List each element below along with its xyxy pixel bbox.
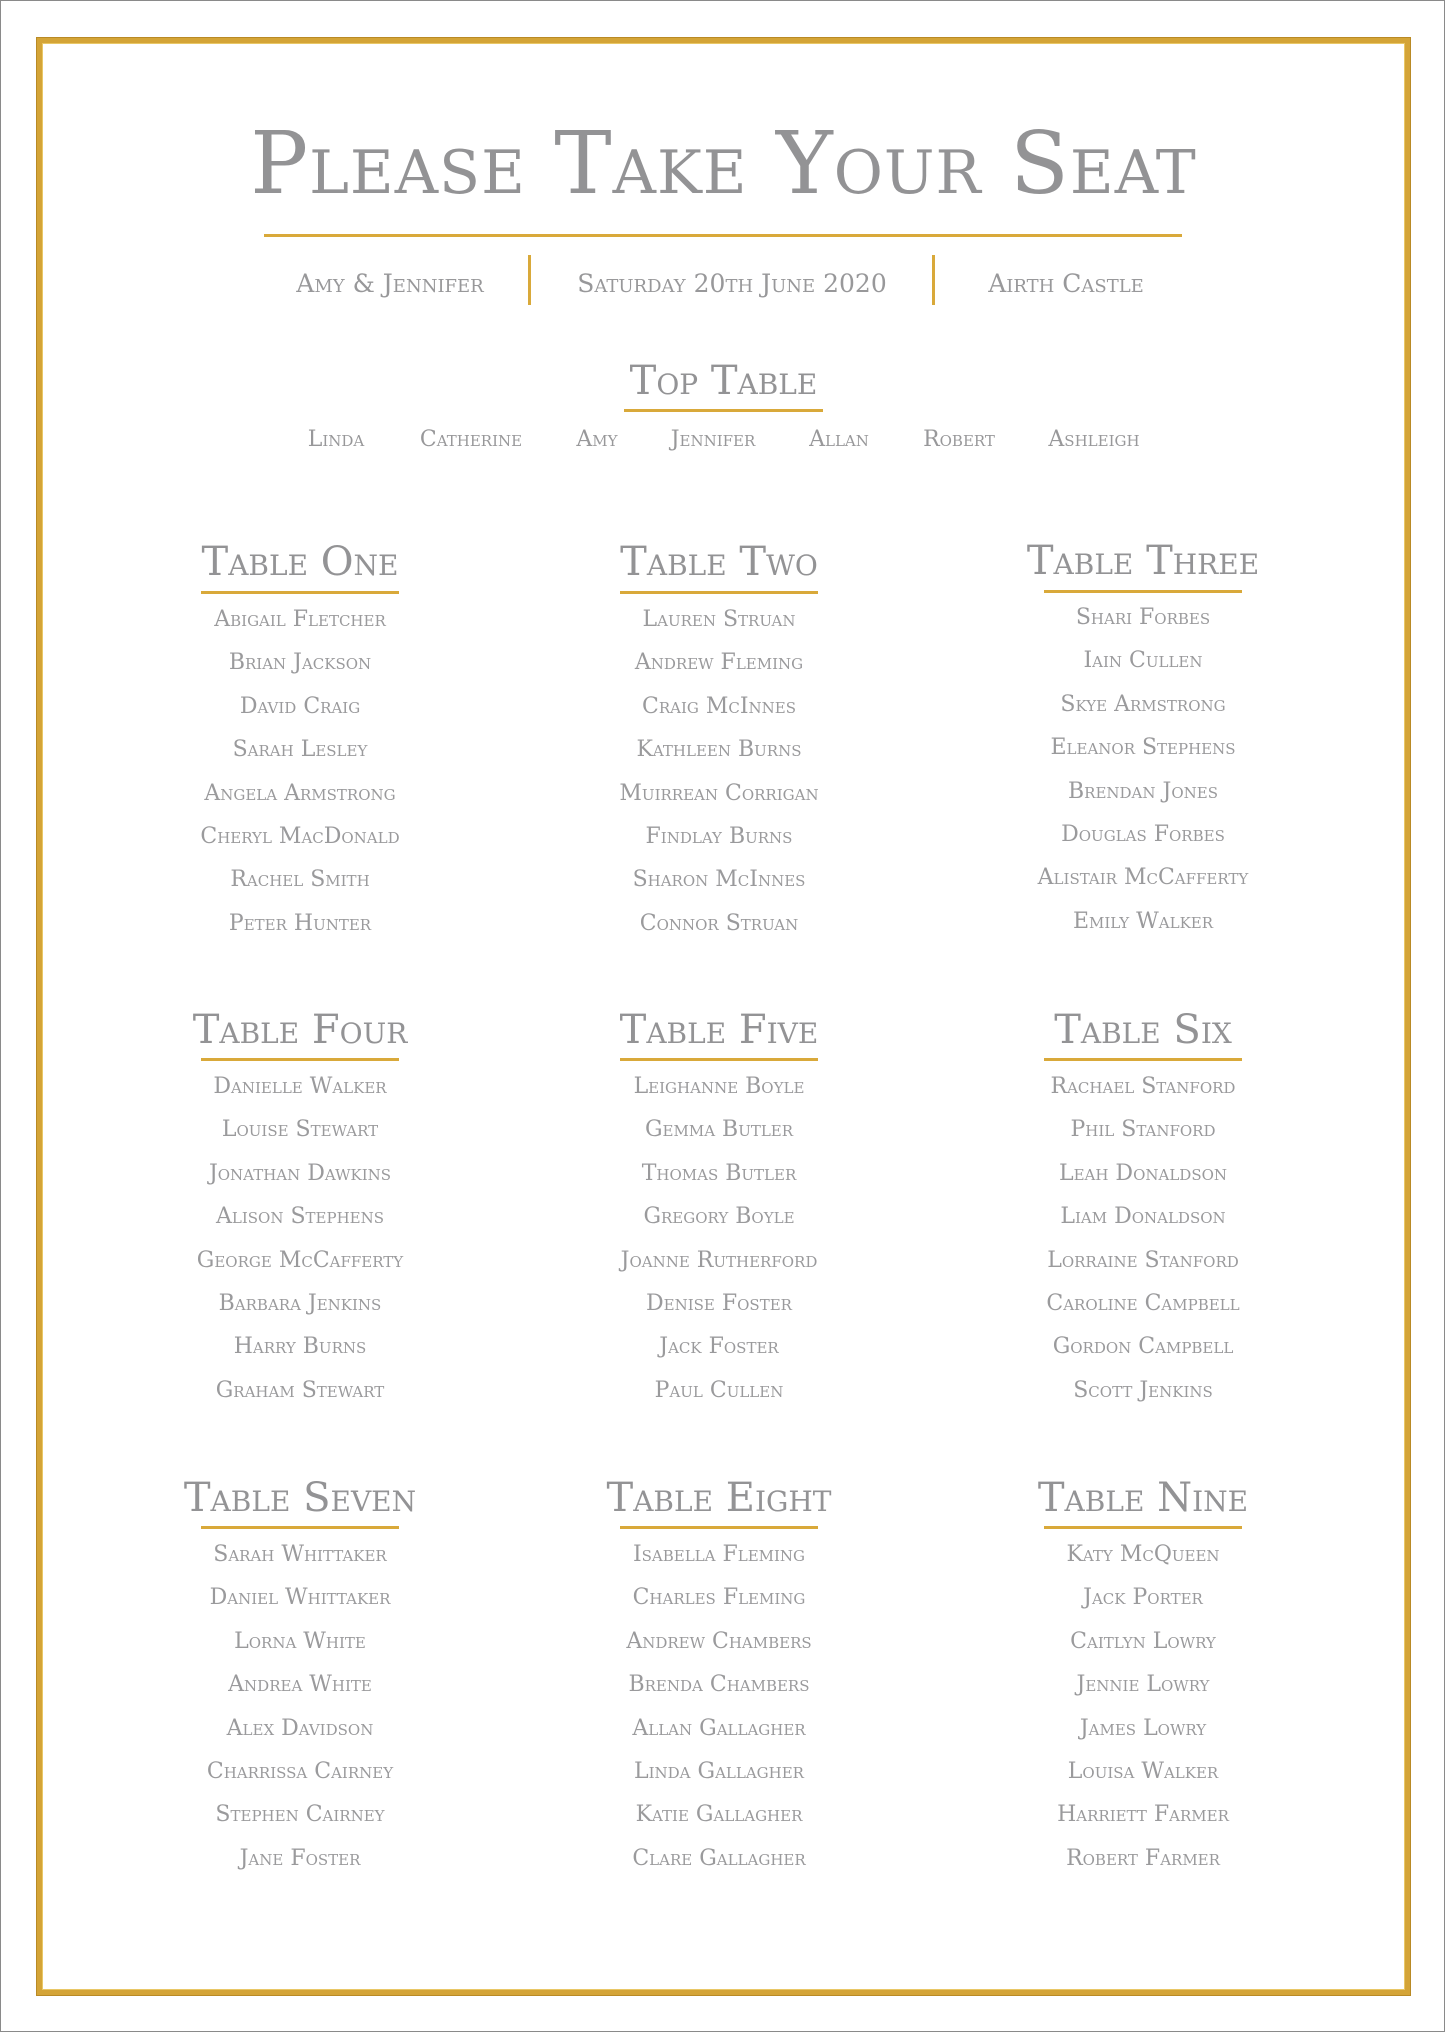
- table-guest-list: [993, 596, 1293, 943]
- table-underline: [620, 1526, 818, 1529]
- guest-name: Louise Stewart: [221, 1117, 379, 1143]
- top-table-title: Top Table: [629, 358, 818, 404]
- guest-name: Emily Walker: [1072, 908, 1214, 934]
- guest-name: Skye Armstrong: [1060, 691, 1226, 717]
- guest-name: James Lowry: [1079, 1715, 1207, 1741]
- guest-name: Liam Donaldson: [1060, 1204, 1226, 1230]
- guest-name: Sarah Whittaker: [213, 1542, 387, 1567]
- guest-name: Jack Porter: [1083, 1585, 1203, 1611]
- guest-name: Thomas Butler: [641, 1160, 797, 1186]
- guest-name: Jane Foster: [239, 1845, 361, 1871]
- table-guest-list: [993, 1065, 1293, 1412]
- top-table-guest: Catherine: [419, 427, 523, 452]
- guest-name: Graham Stewart: [215, 1377, 385, 1403]
- guest-name: Brian Jackson: [228, 650, 372, 676]
- guest-name: David Craig: [239, 693, 361, 719]
- table-title: Table Six: [1054, 1007, 1232, 1053]
- table-underline: [620, 1058, 818, 1061]
- top-table-guests: [1, 425, 1445, 455]
- guest-name: Lorraine Stanford: [1047, 1247, 1239, 1273]
- guest-name: Clare Gallagher: [632, 1845, 806, 1871]
- guest-name: Allan Gallagher: [632, 1715, 806, 1741]
- event-date: Saturday 20th June 2020: [577, 269, 887, 298]
- guest-name: Harry Burns: [233, 1334, 367, 1360]
- guest-name: Sarah Lesley: [232, 737, 368, 763]
- guest-name: Sharon McInnes: [632, 867, 806, 893]
- guest-name: Daniel Whittaker: [209, 1585, 391, 1611]
- guest-name: Alex Davidson: [226, 1715, 374, 1741]
- table-title: Table Four: [192, 1007, 408, 1053]
- guest-name: Danielle Walker: [213, 1074, 387, 1099]
- guest-name: Stephen Cairney: [215, 1802, 385, 1828]
- info-divider: [932, 255, 935, 305]
- guest-name: Gemma Butler: [644, 1117, 794, 1143]
- table-title: Table Two: [620, 539, 818, 585]
- table-underline: [201, 1058, 399, 1061]
- guest-name: Alistair McCafferty: [1037, 865, 1249, 891]
- table-guest-list: [993, 1533, 1293, 1880]
- guest-name: Jonathan Dawkins: [208, 1160, 392, 1186]
- guest-name: Lauren Struan: [642, 607, 796, 632]
- guest-name: Robert Farmer: [1066, 1845, 1220, 1871]
- guest-name: Kathleen Burns: [636, 737, 802, 763]
- guest-name: Phil Stanford: [1070, 1117, 1216, 1143]
- top-table-guest: Robert: [923, 427, 995, 452]
- guest-name: George McCafferty: [196, 1247, 404, 1273]
- top-table-guest: Allan: [809, 427, 869, 452]
- guest-name: Cheryl MacDonald: [200, 823, 400, 849]
- table-guest-list: [569, 1065, 869, 1412]
- guest-name: Barbara Jenkins: [218, 1290, 382, 1316]
- guest-name: Andrew Fleming: [634, 650, 804, 676]
- guest-name: Peter Hunter: [228, 910, 372, 936]
- event-venue: Airth Castle: [988, 269, 1144, 298]
- title-underline: [264, 234, 1182, 237]
- guest-name: Shari Forbes: [1075, 605, 1211, 630]
- guest-name: Caitlyn Lowry: [1070, 1628, 1216, 1654]
- guest-name: Andrew Chambers: [626, 1628, 812, 1654]
- guest-name: Joanne Rutherford: [620, 1247, 818, 1273]
- guest-name: Paul Cullen: [654, 1377, 784, 1403]
- guest-name: Katy McQueen: [1066, 1542, 1220, 1567]
- guest-name: Charles Fleming: [632, 1585, 806, 1611]
- guest-name: Jennie Lowry: [1076, 1672, 1210, 1698]
- top-table-guest: Ashleigh: [1048, 427, 1140, 452]
- couple-names: Amy & Jennifer: [296, 269, 484, 298]
- table-guest-list: [150, 1533, 450, 1880]
- guest-name: Rachael Stanford: [1050, 1074, 1236, 1099]
- table-underline: [201, 591, 399, 594]
- table-title: Table One: [201, 539, 399, 585]
- guest-name: Douglas Forbes: [1061, 821, 1225, 847]
- guest-name: Gregory Boyle: [643, 1204, 795, 1230]
- top-table-guest: Linda: [307, 427, 365, 452]
- table-title: Table Seven: [183, 1475, 417, 1521]
- info-divider: [528, 255, 531, 305]
- guest-name: Katie Gallagher: [635, 1802, 803, 1828]
- guest-name: Lorna White: [234, 1628, 366, 1654]
- guest-name: Jack Foster: [659, 1334, 779, 1360]
- guest-name: Angela Armstrong: [204, 780, 396, 806]
- guest-name: Alison Stephens: [215, 1204, 384, 1230]
- guest-name: Muirrean Corrigan: [619, 780, 819, 806]
- table-underline: [1044, 1526, 1242, 1529]
- guest-name: Connor Struan: [639, 910, 799, 936]
- guest-name: Brendan Jones: [1068, 778, 1218, 804]
- guest-name: Gordon Campbell: [1052, 1334, 1234, 1360]
- table-guest-list: [569, 598, 869, 945]
- guest-name: Rachel Smith: [230, 867, 370, 893]
- top-table-guest: Jennifer: [670, 427, 756, 452]
- guest-name: Louisa Walker: [1067, 1758, 1219, 1784]
- table-guest-list: [150, 598, 450, 945]
- top-table-guest: Amy: [576, 427, 618, 452]
- guest-name: Abigail Fletcher: [214, 607, 386, 632]
- table-title: Table Five: [619, 1007, 819, 1053]
- table-underline: [1044, 1058, 1242, 1061]
- top-table-underline: [624, 409, 823, 412]
- guest-name: Linda Gallagher: [634, 1758, 804, 1784]
- guest-name: Iain Cullen: [1083, 648, 1203, 674]
- table-guest-list: [150, 1065, 450, 1412]
- guest-name: Caroline Campbell: [1046, 1290, 1240, 1316]
- guest-name: Charrissa Cairney: [206, 1758, 394, 1784]
- guest-name: Andrea White: [228, 1672, 372, 1698]
- table-underline: [1044, 590, 1242, 593]
- guest-name: Brenda Chambers: [628, 1672, 810, 1698]
- guest-name: Isabella Fleming: [632, 1542, 806, 1567]
- guest-name: Leighanne Boyle: [633, 1074, 805, 1099]
- guest-name: Denise Foster: [646, 1290, 792, 1316]
- table-guest-list: [569, 1533, 869, 1880]
- table-title: Table Eight: [606, 1475, 832, 1521]
- guest-name: Leah Donaldson: [1058, 1160, 1228, 1186]
- guest-name: Findlay Burns: [645, 823, 793, 849]
- table-underline: [201, 1526, 399, 1529]
- page-title: Please Take Your Seat: [250, 114, 1197, 214]
- guest-name: Harriett Farmer: [1057, 1802, 1229, 1828]
- table-underline: [620, 591, 818, 594]
- table-title: Table Nine: [1037, 1475, 1249, 1521]
- table-title: Table Three: [1026, 538, 1260, 584]
- guest-name: Eleanor Stephens: [1050, 735, 1236, 761]
- guest-name: Scott Jenkins: [1073, 1377, 1213, 1403]
- guest-name: Craig McInnes: [641, 693, 797, 719]
